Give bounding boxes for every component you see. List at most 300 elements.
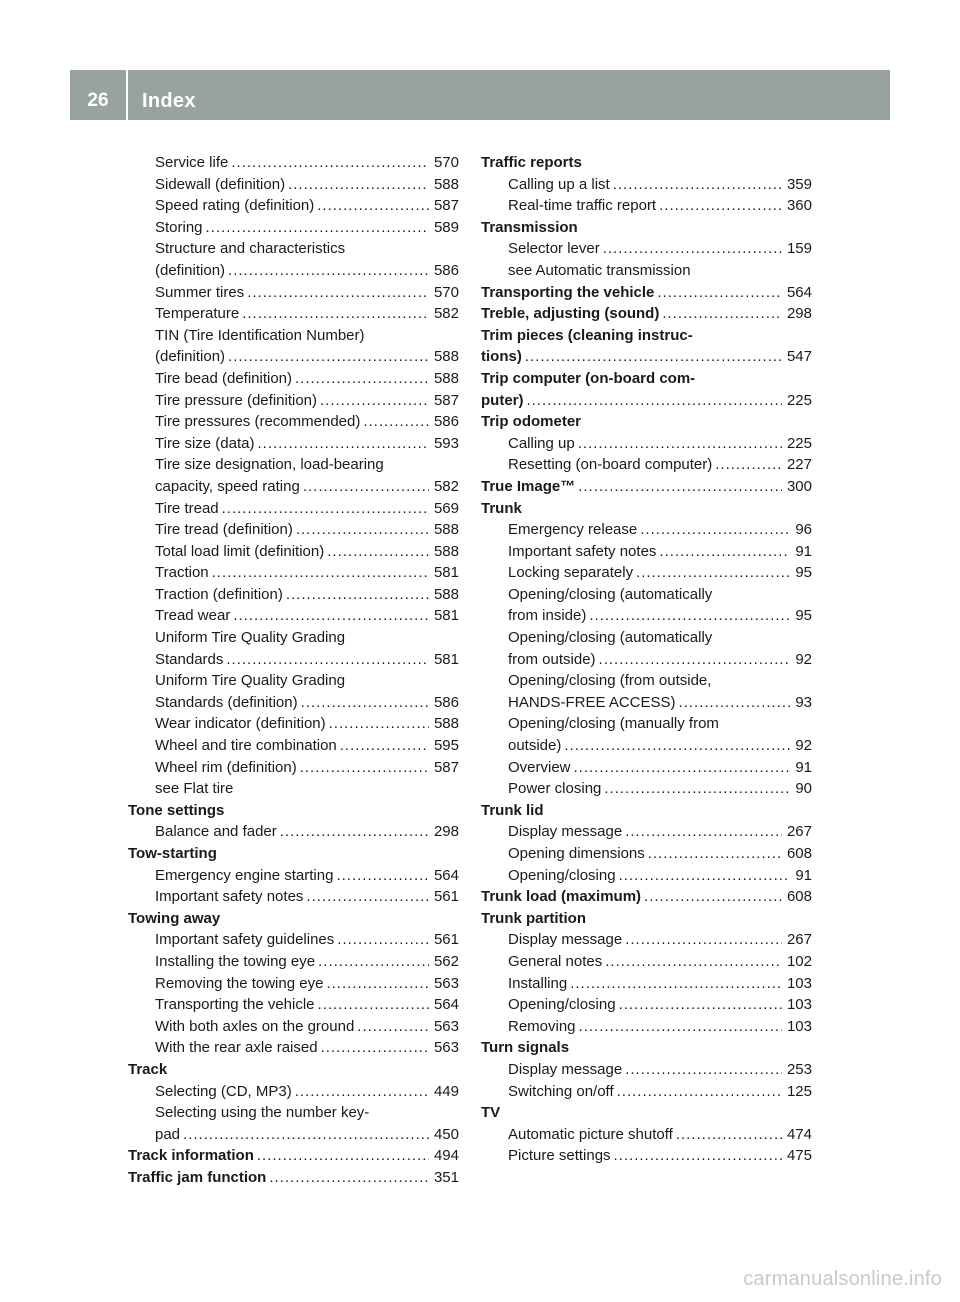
dot-leader xyxy=(301,692,429,714)
index-entry xyxy=(128,713,459,735)
entry-text: Trip computer (on-board com- xyxy=(481,369,696,387)
dot-leader xyxy=(318,994,429,1016)
entry-text: With both axles on the ground xyxy=(155,1017,355,1035)
dot-leader xyxy=(579,1016,782,1038)
page-ref: 561 xyxy=(433,931,459,949)
index-entry xyxy=(128,174,459,196)
dot-leader xyxy=(340,735,429,757)
dot-leader xyxy=(625,821,782,843)
index-entry-line xyxy=(155,821,459,843)
index-entry-line xyxy=(508,973,812,995)
page-ref: 91 xyxy=(795,866,812,884)
index-entry-line xyxy=(155,584,459,606)
dot-leader xyxy=(363,411,429,433)
entry-text: tions) xyxy=(481,348,522,366)
index-entry-line xyxy=(481,886,812,908)
dot-leader xyxy=(625,1059,782,1081)
entry-text: Tire pressures (recommended) xyxy=(155,413,361,431)
page-ref: 450 xyxy=(433,1125,459,1143)
entry-text: Standards xyxy=(155,650,224,668)
entry-text: Emergency engine starting xyxy=(155,866,334,884)
page-ref: 581 xyxy=(433,564,459,582)
index-entry-line xyxy=(155,605,459,627)
index-entry xyxy=(128,670,459,713)
index-entry-line xyxy=(155,713,459,735)
index-entry-line xyxy=(155,973,459,995)
index-entry xyxy=(128,454,459,497)
page-number: 26 xyxy=(87,90,109,111)
index-heading xyxy=(481,800,812,822)
page-ref: 360 xyxy=(786,197,812,215)
index-entry xyxy=(128,1037,459,1059)
page-ref: 225 xyxy=(786,391,812,409)
dot-leader xyxy=(617,1081,782,1103)
entry-text: General notes xyxy=(508,952,603,970)
entry-text: puter) xyxy=(481,391,524,409)
page-ref: 561 xyxy=(433,888,459,906)
page-ref: 569 xyxy=(433,499,459,517)
dot-leader xyxy=(228,346,429,368)
entry-text: Tone settings xyxy=(128,801,225,819)
index-entry xyxy=(128,282,459,304)
index-entry xyxy=(481,260,812,282)
page-ref: 586 xyxy=(433,693,459,711)
index-entry-line xyxy=(155,411,459,433)
dot-leader xyxy=(574,757,791,779)
entry-text: Tire size designation, load-bearing xyxy=(155,456,384,474)
index-entry-line xyxy=(508,238,812,260)
dot-leader xyxy=(336,865,429,887)
dot-leader xyxy=(327,541,429,563)
dot-leader xyxy=(300,757,429,779)
index-entry xyxy=(481,994,812,1016)
page-ref: 563 xyxy=(433,974,459,992)
entry-text: Selecting using the number key- xyxy=(155,1104,370,1122)
dot-leader xyxy=(662,303,782,325)
page-ref: 588 xyxy=(433,369,459,387)
dot-leader xyxy=(625,929,782,951)
dot-leader xyxy=(303,476,429,498)
entry-text: Wheel and tire combination xyxy=(155,737,337,755)
dot-leader xyxy=(644,886,782,908)
entry-text: Trunk lid xyxy=(481,801,544,819)
page-ref: 595 xyxy=(433,737,459,755)
index-entry-line xyxy=(481,346,812,368)
index-entry xyxy=(128,433,459,455)
index-entry xyxy=(481,1016,812,1038)
dot-leader xyxy=(247,282,429,304)
page-ref: 588 xyxy=(433,348,459,366)
dot-leader xyxy=(257,1145,429,1167)
index-entry-line xyxy=(155,1124,459,1146)
page-ref: 159 xyxy=(786,240,812,258)
dot-leader xyxy=(659,541,790,563)
index-entry-line xyxy=(508,757,812,779)
index-entry-line xyxy=(508,735,812,757)
index-entry xyxy=(128,238,459,281)
index-entry-line xyxy=(155,195,459,217)
dot-leader xyxy=(357,1016,429,1038)
index-heading xyxy=(481,152,812,174)
header-divider xyxy=(126,70,128,120)
entry-text: (definition) xyxy=(155,261,226,279)
index-entry xyxy=(481,713,812,756)
page-ref: 225 xyxy=(786,434,812,452)
dot-leader xyxy=(318,951,429,973)
index-entry xyxy=(481,929,812,951)
index-entry-line xyxy=(155,303,459,325)
entry-text: pad xyxy=(155,1125,181,1143)
index-heading xyxy=(481,908,812,930)
entry-text: from inside) xyxy=(508,607,587,625)
entry-text: Resetting (on-board computer) xyxy=(508,456,713,474)
entry-text: HANDS-FREE ACCESS) xyxy=(508,693,676,711)
entry-text: Opening/closing (automatically xyxy=(508,629,713,647)
page-ref: 547 xyxy=(786,348,812,366)
index-entry-line xyxy=(508,1145,812,1167)
page-ref: 103 xyxy=(786,1017,812,1035)
index-entry-line xyxy=(508,605,812,627)
entry-text: Power closing xyxy=(508,780,602,798)
dot-leader xyxy=(228,260,429,282)
index-entry-line xyxy=(508,649,812,671)
index-entry xyxy=(128,735,459,757)
index-entry xyxy=(481,670,812,713)
dot-leader xyxy=(659,195,782,217)
index-entry-line xyxy=(508,994,812,1016)
entry-text: Overview xyxy=(508,758,571,776)
index-entry xyxy=(481,865,812,887)
index-entry-line xyxy=(508,1059,812,1081)
index-entry-line xyxy=(128,1167,459,1189)
entry-text: Display message xyxy=(508,931,623,949)
index-entry xyxy=(481,282,812,304)
index-entry xyxy=(128,821,459,843)
entry-text: Sidewall (definition) xyxy=(155,175,286,193)
index-entry xyxy=(481,1145,812,1167)
page-ref: 587 xyxy=(433,758,459,776)
index-entry xyxy=(128,303,459,325)
index-entry xyxy=(481,973,812,995)
index-entry-line xyxy=(155,735,459,757)
index-entry-line xyxy=(508,195,812,217)
index-entry-line xyxy=(155,217,459,239)
page-ref: 92 xyxy=(795,737,812,755)
index-entry xyxy=(128,973,459,995)
index-entry-line xyxy=(508,778,812,800)
index-entry-line xyxy=(481,303,812,325)
dot-leader xyxy=(589,605,790,627)
entry-text: Structure and characteristics xyxy=(155,240,346,258)
page-ref: 588 xyxy=(433,715,459,733)
index-heading xyxy=(128,908,459,930)
entry-text: Turn signals xyxy=(481,1039,570,1057)
page-ref: 300 xyxy=(786,477,812,495)
entry-text: TIN (Tire Identification Number) xyxy=(155,326,365,344)
index-heading xyxy=(481,411,812,433)
page-ref: 95 xyxy=(795,564,812,582)
page-ref: 103 xyxy=(786,974,812,992)
index-entry-line xyxy=(155,498,459,520)
page-ref: 562 xyxy=(433,952,459,970)
dot-leader xyxy=(619,994,782,1016)
entry-text: Installing the towing eye xyxy=(155,952,316,970)
entry-text: Locking separately xyxy=(508,564,634,582)
index-entry-line xyxy=(155,865,459,887)
page-ref: 593 xyxy=(433,434,459,452)
page-ref: 494 xyxy=(433,1147,459,1165)
entry-text: Standards (definition) xyxy=(155,693,298,711)
page-ref: 563 xyxy=(433,1017,459,1035)
entry-text: Treble, adjusting (sound) xyxy=(481,305,660,323)
section-title: Index xyxy=(142,90,196,112)
entry-text: Towing away xyxy=(128,909,221,927)
page-ref: 588 xyxy=(433,175,459,193)
page-ref: 570 xyxy=(433,283,459,301)
index-entry xyxy=(128,757,459,779)
page-ref: 96 xyxy=(795,521,812,539)
index-entry xyxy=(481,886,812,908)
dot-leader xyxy=(231,152,429,174)
dot-leader xyxy=(317,195,429,217)
index-entry-line xyxy=(155,1081,459,1103)
page-ref: 359 xyxy=(786,175,812,193)
index-entry xyxy=(128,605,459,627)
index-entry xyxy=(128,886,459,908)
page-ref: 93 xyxy=(795,693,812,711)
entry-text: With the rear axle raised xyxy=(155,1039,318,1057)
index-entry-line xyxy=(155,260,459,282)
page-ref: 608 xyxy=(786,888,812,906)
page-ref: 581 xyxy=(433,650,459,668)
page-ref: 588 xyxy=(433,542,459,560)
index-heading xyxy=(481,217,812,239)
entry-text: Trunk xyxy=(481,499,522,517)
page-ref: 587 xyxy=(433,197,459,215)
index-entry-line xyxy=(508,865,812,887)
entry-text: Opening/closing xyxy=(508,866,616,884)
index-entry xyxy=(128,627,459,670)
page-ref: 92 xyxy=(795,650,812,668)
entry-text: Trunk partition xyxy=(481,909,586,927)
page-ref: 103 xyxy=(786,996,812,1014)
index-entry xyxy=(128,152,459,174)
index-entry-line xyxy=(155,390,459,412)
entry-text: Display message xyxy=(508,1060,623,1078)
page-ref: 582 xyxy=(433,305,459,323)
index-entry-line xyxy=(508,1081,812,1103)
index-entry-line xyxy=(508,174,812,196)
entry-text: Emergency release xyxy=(508,521,638,539)
index-entry xyxy=(481,541,812,563)
entry-text: Opening/closing (from outside, xyxy=(508,672,712,690)
index-entry xyxy=(481,1124,812,1146)
index-entry xyxy=(128,929,459,951)
dot-leader xyxy=(257,433,428,455)
index-entry-line xyxy=(155,1037,459,1059)
entry-text: outside) xyxy=(508,737,562,755)
entry-text: Balance and fader xyxy=(155,823,277,841)
page-ref: 102 xyxy=(786,952,812,970)
index-entry-line xyxy=(481,282,812,304)
entry-text: see Flat tire xyxy=(155,780,234,798)
index-entry-line xyxy=(155,174,459,196)
dot-leader xyxy=(605,951,782,973)
page-ref: 563 xyxy=(433,1039,459,1057)
dot-leader xyxy=(337,929,429,951)
index-entry xyxy=(481,627,812,670)
page-ref: 589 xyxy=(433,218,459,236)
dot-leader xyxy=(578,433,782,455)
index-entry-line xyxy=(508,821,812,843)
index-entry-line xyxy=(155,929,459,951)
dot-leader xyxy=(321,1037,429,1059)
dot-leader xyxy=(288,174,429,196)
index-column-left xyxy=(128,152,459,1189)
index-entry xyxy=(128,1102,459,1145)
dot-leader xyxy=(564,735,790,757)
page-ref: 564 xyxy=(786,283,812,301)
dot-leader xyxy=(614,1145,782,1167)
index-entry xyxy=(128,584,459,606)
index-entry-line xyxy=(155,282,459,304)
index-entry xyxy=(128,325,459,368)
index-entry xyxy=(481,368,812,411)
entry-text: Display message xyxy=(508,823,623,841)
page-ref: 298 xyxy=(433,823,459,841)
entry-text: Tire tread xyxy=(155,499,219,517)
index-heading xyxy=(128,1059,459,1081)
index-entry-line xyxy=(155,692,459,714)
entry-text: capacity, speed rating xyxy=(155,477,300,495)
index-entry-line xyxy=(481,390,812,412)
entry-text: TV xyxy=(481,1104,501,1122)
index-entry xyxy=(128,951,459,973)
dot-leader xyxy=(570,973,782,995)
page-ref: 351 xyxy=(433,1168,459,1186)
entry-text: Trunk load (maximum) xyxy=(481,888,642,906)
entry-text: Wheel rim (definition) xyxy=(155,758,297,776)
dot-leader xyxy=(242,303,429,325)
entry-text: Temperature xyxy=(155,305,240,323)
dot-leader xyxy=(212,562,429,584)
entry-text: Traction xyxy=(155,564,209,582)
dot-leader xyxy=(226,649,429,671)
dot-leader xyxy=(222,498,429,520)
page-ref: 253 xyxy=(786,1060,812,1078)
entry-text: Opening/closing xyxy=(508,996,616,1014)
dot-leader xyxy=(183,1124,429,1146)
index-entry xyxy=(128,195,459,217)
index-entry xyxy=(481,519,812,541)
dot-leader xyxy=(640,519,790,541)
dot-leader xyxy=(525,346,782,368)
index-entry-line xyxy=(155,519,459,541)
entry-text: Tire bead (definition) xyxy=(155,369,293,387)
index-entry-line xyxy=(508,433,812,455)
index-entry-line xyxy=(155,476,459,498)
page-ref: 588 xyxy=(433,585,459,603)
page-ref: 608 xyxy=(786,845,812,862)
index-entry xyxy=(481,562,812,584)
index-entry-line xyxy=(508,562,812,584)
index-entry xyxy=(128,519,459,541)
watermark: carmanualsonline.info xyxy=(743,1268,942,1290)
page-ref: 90 xyxy=(795,780,812,798)
entry-text: Opening/closing (manually from xyxy=(508,715,719,733)
index-entry-line xyxy=(508,951,812,973)
entry-text: Installing xyxy=(508,974,568,992)
index-entry xyxy=(128,865,459,887)
entry-text: Tire size (data) xyxy=(155,434,255,452)
entry-text: Track information xyxy=(128,1147,254,1165)
entry-text: Real-time traffic report xyxy=(508,197,657,215)
index-entry-line xyxy=(155,757,459,779)
index-entry-line xyxy=(155,368,459,390)
entry-text: from outside) xyxy=(508,650,596,668)
index-entry xyxy=(481,454,812,476)
index-entry xyxy=(481,476,812,498)
index-entry xyxy=(481,238,812,260)
dot-leader xyxy=(295,1081,429,1103)
index-entry xyxy=(481,843,812,865)
index-heading xyxy=(481,1037,812,1059)
index-entry xyxy=(128,541,459,563)
page-header xyxy=(70,70,890,120)
page-ref: 581 xyxy=(433,607,459,625)
page-ref: 586 xyxy=(433,413,459,431)
dot-leader xyxy=(296,519,429,541)
entry-text: Uniform Tire Quality Grading xyxy=(155,629,346,647)
entry-text: Summer tires xyxy=(155,283,245,301)
entry-text: Speed rating (definition) xyxy=(155,197,315,215)
entry-text: Automatic picture shutoff xyxy=(508,1125,673,1143)
index-entry xyxy=(481,325,812,368)
entry-text: Selector lever xyxy=(508,240,600,258)
entry-text: Traffic reports xyxy=(481,154,582,171)
entry-text: Tow-starting xyxy=(128,845,217,862)
index-entry xyxy=(481,778,812,800)
page-ref: 91 xyxy=(795,758,812,776)
entry-text: Important safety notes xyxy=(155,888,304,906)
entry-text: see Automatic transmission xyxy=(508,261,691,279)
entry-text: Transporting the vehicle xyxy=(155,996,315,1014)
index-entry-line xyxy=(155,433,459,455)
index-entry-line xyxy=(155,541,459,563)
index-entry xyxy=(481,174,812,196)
page-ref: 564 xyxy=(433,866,459,884)
entry-text: Important safety notes xyxy=(508,542,657,560)
dot-leader xyxy=(306,886,429,908)
index-entry-line xyxy=(508,929,812,951)
index-entry-line xyxy=(481,476,812,498)
index-entry-line xyxy=(155,994,459,1016)
entry-text: Switching on/off xyxy=(508,1082,614,1100)
page-ref: 587 xyxy=(433,391,459,409)
dot-leader xyxy=(657,282,782,304)
dot-leader xyxy=(599,649,791,671)
index-entry xyxy=(481,1059,812,1081)
dot-leader xyxy=(280,821,429,843)
entry-text: Uniform Tire Quality Grading xyxy=(155,672,346,690)
index-entry xyxy=(481,584,812,627)
entry-text: Calling up xyxy=(508,434,575,452)
entry-text: Wear indicator (definition) xyxy=(155,715,326,733)
entry-text: Opening/closing (automatically xyxy=(508,585,713,603)
page-ref: 564 xyxy=(433,996,459,1014)
entry-text: Removing the towing eye xyxy=(155,974,324,992)
entry-text: Opening dimensions xyxy=(508,845,645,862)
